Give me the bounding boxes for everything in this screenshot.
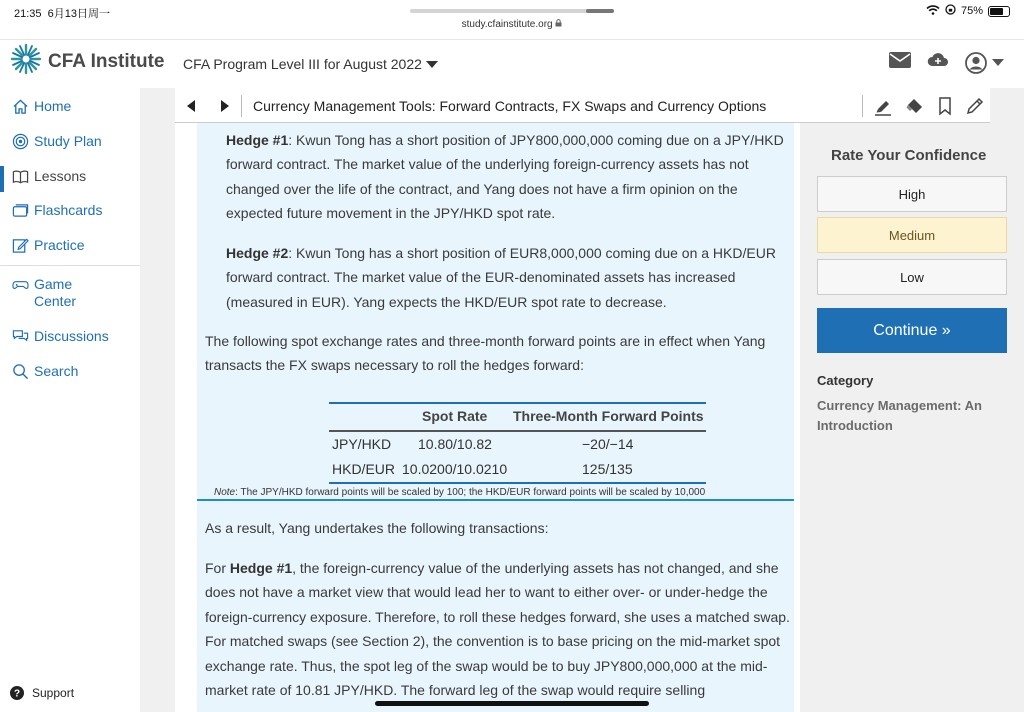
row-pair: JPY/HKD (332, 436, 392, 452)
orientation-lock-icon (945, 4, 956, 18)
cards-icon (12, 202, 29, 219)
confidence-title: Rate Your Confidence (831, 147, 987, 164)
program-label: CFA Program Level III for August 2022 (183, 56, 422, 72)
help-icon (10, 686, 24, 700)
table-rule (329, 482, 706, 484)
confidence-low-button[interactable]: Low (817, 259, 1007, 295)
sidebar-item-label: Game Center (34, 276, 77, 309)
lesson-title: Currency Management Tools: Forward Contracts, FX Swaps and Currency Options (253, 98, 767, 114)
gamepad-icon (12, 276, 29, 293)
app-header (0, 40, 1024, 88)
sidebar-item-label: Study Plan (34, 133, 102, 149)
cfa-globe-icon (10, 43, 42, 80)
sidebar-item-discussions[interactable] (12, 328, 109, 345)
sidebar-item-flashcards[interactable] (12, 202, 102, 219)
status-right (926, 4, 1010, 18)
sidebar-item-practice[interactable] (12, 237, 85, 254)
header-forward-points: Three-Month Forward Points (513, 408, 704, 424)
table-note: Note: The JPY/HKD forward points will be scaled by 100; the HKD/EUR forward points will be scaled by 10,000 (214, 487, 706, 498)
hedge1-explanation: For Hedge #1, the foreign-currency value of the underlying assets has not changed, and she does not have a market view that would lead her to want to either over- or under-hedge the foreign-currency exposure. Therefore, to roll these hedges forward, she uses a matched swap. For matched swaps (see Section 2), the convention is to base pricing on the mid-market spot exchange rate. Thus, the spot leg of the swap would be to buy JPY800,000,000 at the mid- market rate of 10.81 JPY/HKD. The forward leg of the swap would require selling (205, 560, 790, 699)
category-value: Currency Management: An Introduction (817, 398, 982, 433)
continue-button[interactable]: Continue » (817, 308, 1007, 353)
row-spot: 10.80/10.82 (418, 436, 492, 452)
toolbar-divider (241, 95, 242, 117)
sidebar-item-search[interactable] (12, 363, 78, 380)
support-label: Support (32, 686, 75, 700)
search-icon (12, 363, 29, 380)
sidebar-item-lessons[interactable] (12, 168, 86, 185)
hedge1-paragraph: Hedge #1: Kwun Tong has a short position of JPY800,000,000 coming due on a JPY/HKD forward contract. The market value of the underlying foreign-currency assets has not changed over the life of the contract, and Yang does not have a firm opinion on the expected future movement in the JPY/HKD spot rate. (226, 132, 784, 222)
lock-icon (555, 19, 562, 30)
example-card (197, 123, 794, 712)
highlighter-icon[interactable] (873, 96, 893, 121)
table-rule (329, 402, 706, 404)
pencil-icon[interactable] (965, 96, 985, 121)
url-label[interactable]: study.cfainstitute.org (0, 19, 1024, 30)
user-account-icon[interactable] (965, 52, 1004, 74)
sidebar-item-label: Search (34, 363, 79, 379)
wifi-icon (926, 5, 940, 18)
sidebar (0, 88, 140, 712)
cfa-logo[interactable] (10, 43, 164, 80)
row-points: 125/135 (582, 461, 633, 477)
chevron-down-icon (992, 59, 1004, 66)
next-arrow-icon[interactable] (221, 100, 229, 112)
battery-percent: 75% (960, 5, 983, 17)
table-rule (329, 430, 706, 432)
annotation-tools (873, 96, 985, 121)
toolbar-divider (862, 95, 863, 117)
sidebar-item-label: Lessons (34, 168, 87, 184)
support-link[interactable] (10, 686, 74, 700)
home-indicator[interactable] (375, 701, 649, 706)
sidebar-item-game-center[interactable] (12, 276, 102, 310)
svg-text:?: ? (13, 688, 21, 700)
confidence-high-button[interactable]: High (817, 176, 1007, 212)
multitask-handle[interactable] (410, 9, 614, 13)
edit-icon (12, 237, 29, 254)
battery-icon (988, 6, 1010, 17)
sidebar-divider (0, 265, 140, 266)
sidebar-item-label: Home (34, 98, 72, 114)
row-spot: 10.0200/10.0210 (402, 461, 508, 477)
bookmark-icon[interactable] (937, 96, 953, 121)
header-spot-rate: Spot Rate (422, 408, 488, 424)
target-icon (12, 133, 29, 150)
lesson-toolbar (175, 88, 990, 123)
previous-arrow-icon[interactable] (187, 100, 195, 112)
section-rule (197, 499, 794, 501)
sidebar-item-study-plan[interactable] (12, 133, 102, 150)
intro-paragraph: The following spot exchange rates and three-month forward points are in effect when Yang transacts the FX swaps necessary to roll the hedges forward: (205, 333, 766, 374)
chevron-down-icon (426, 61, 438, 68)
cloud-sync-icon[interactable] (927, 51, 949, 74)
sidebar-item-home[interactable] (12, 98, 71, 115)
header-actions (889, 51, 1004, 74)
logo-text: CFA Institute (48, 50, 165, 72)
home-icon (12, 98, 29, 115)
status-time: 21:35 6月13日周一 (14, 8, 111, 20)
chat-icon (12, 328, 29, 345)
result-paragraph: As a result, Yang undertakes the following transactions: (205, 520, 549, 536)
program-selector[interactable] (183, 56, 438, 72)
sidebar-item-label: Discussions (34, 328, 109, 344)
row-pair: HKD/EUR (332, 461, 396, 477)
sidebar-item-label: Practice (34, 237, 85, 253)
confidence-medium-button[interactable]: Medium (817, 217, 1007, 253)
sidebar-item-label: Flashcards (34, 202, 103, 218)
confidence-panel (800, 123, 1024, 712)
status-bar (0, 0, 1024, 40)
row-points: −20/−14 (582, 436, 634, 452)
hedge2-paragraph: Hedge #2: Kwun Tong has a short position of EUR8,000,000 coming due on a HKD/EUR forward contract. The market value of the EUR-denominated assets has increased (measured in EUR). Yang expects the HKD/EUR spot rate to decrease. (226, 245, 776, 310)
category-label: Category (817, 373, 874, 388)
mail-icon[interactable] (889, 52, 911, 73)
book-icon (12, 168, 29, 185)
multitask-handle-dark (586, 9, 614, 13)
current-item-marker (0, 166, 4, 192)
eraser-icon[interactable] (905, 96, 925, 121)
lesson-content[interactable] (175, 123, 800, 712)
